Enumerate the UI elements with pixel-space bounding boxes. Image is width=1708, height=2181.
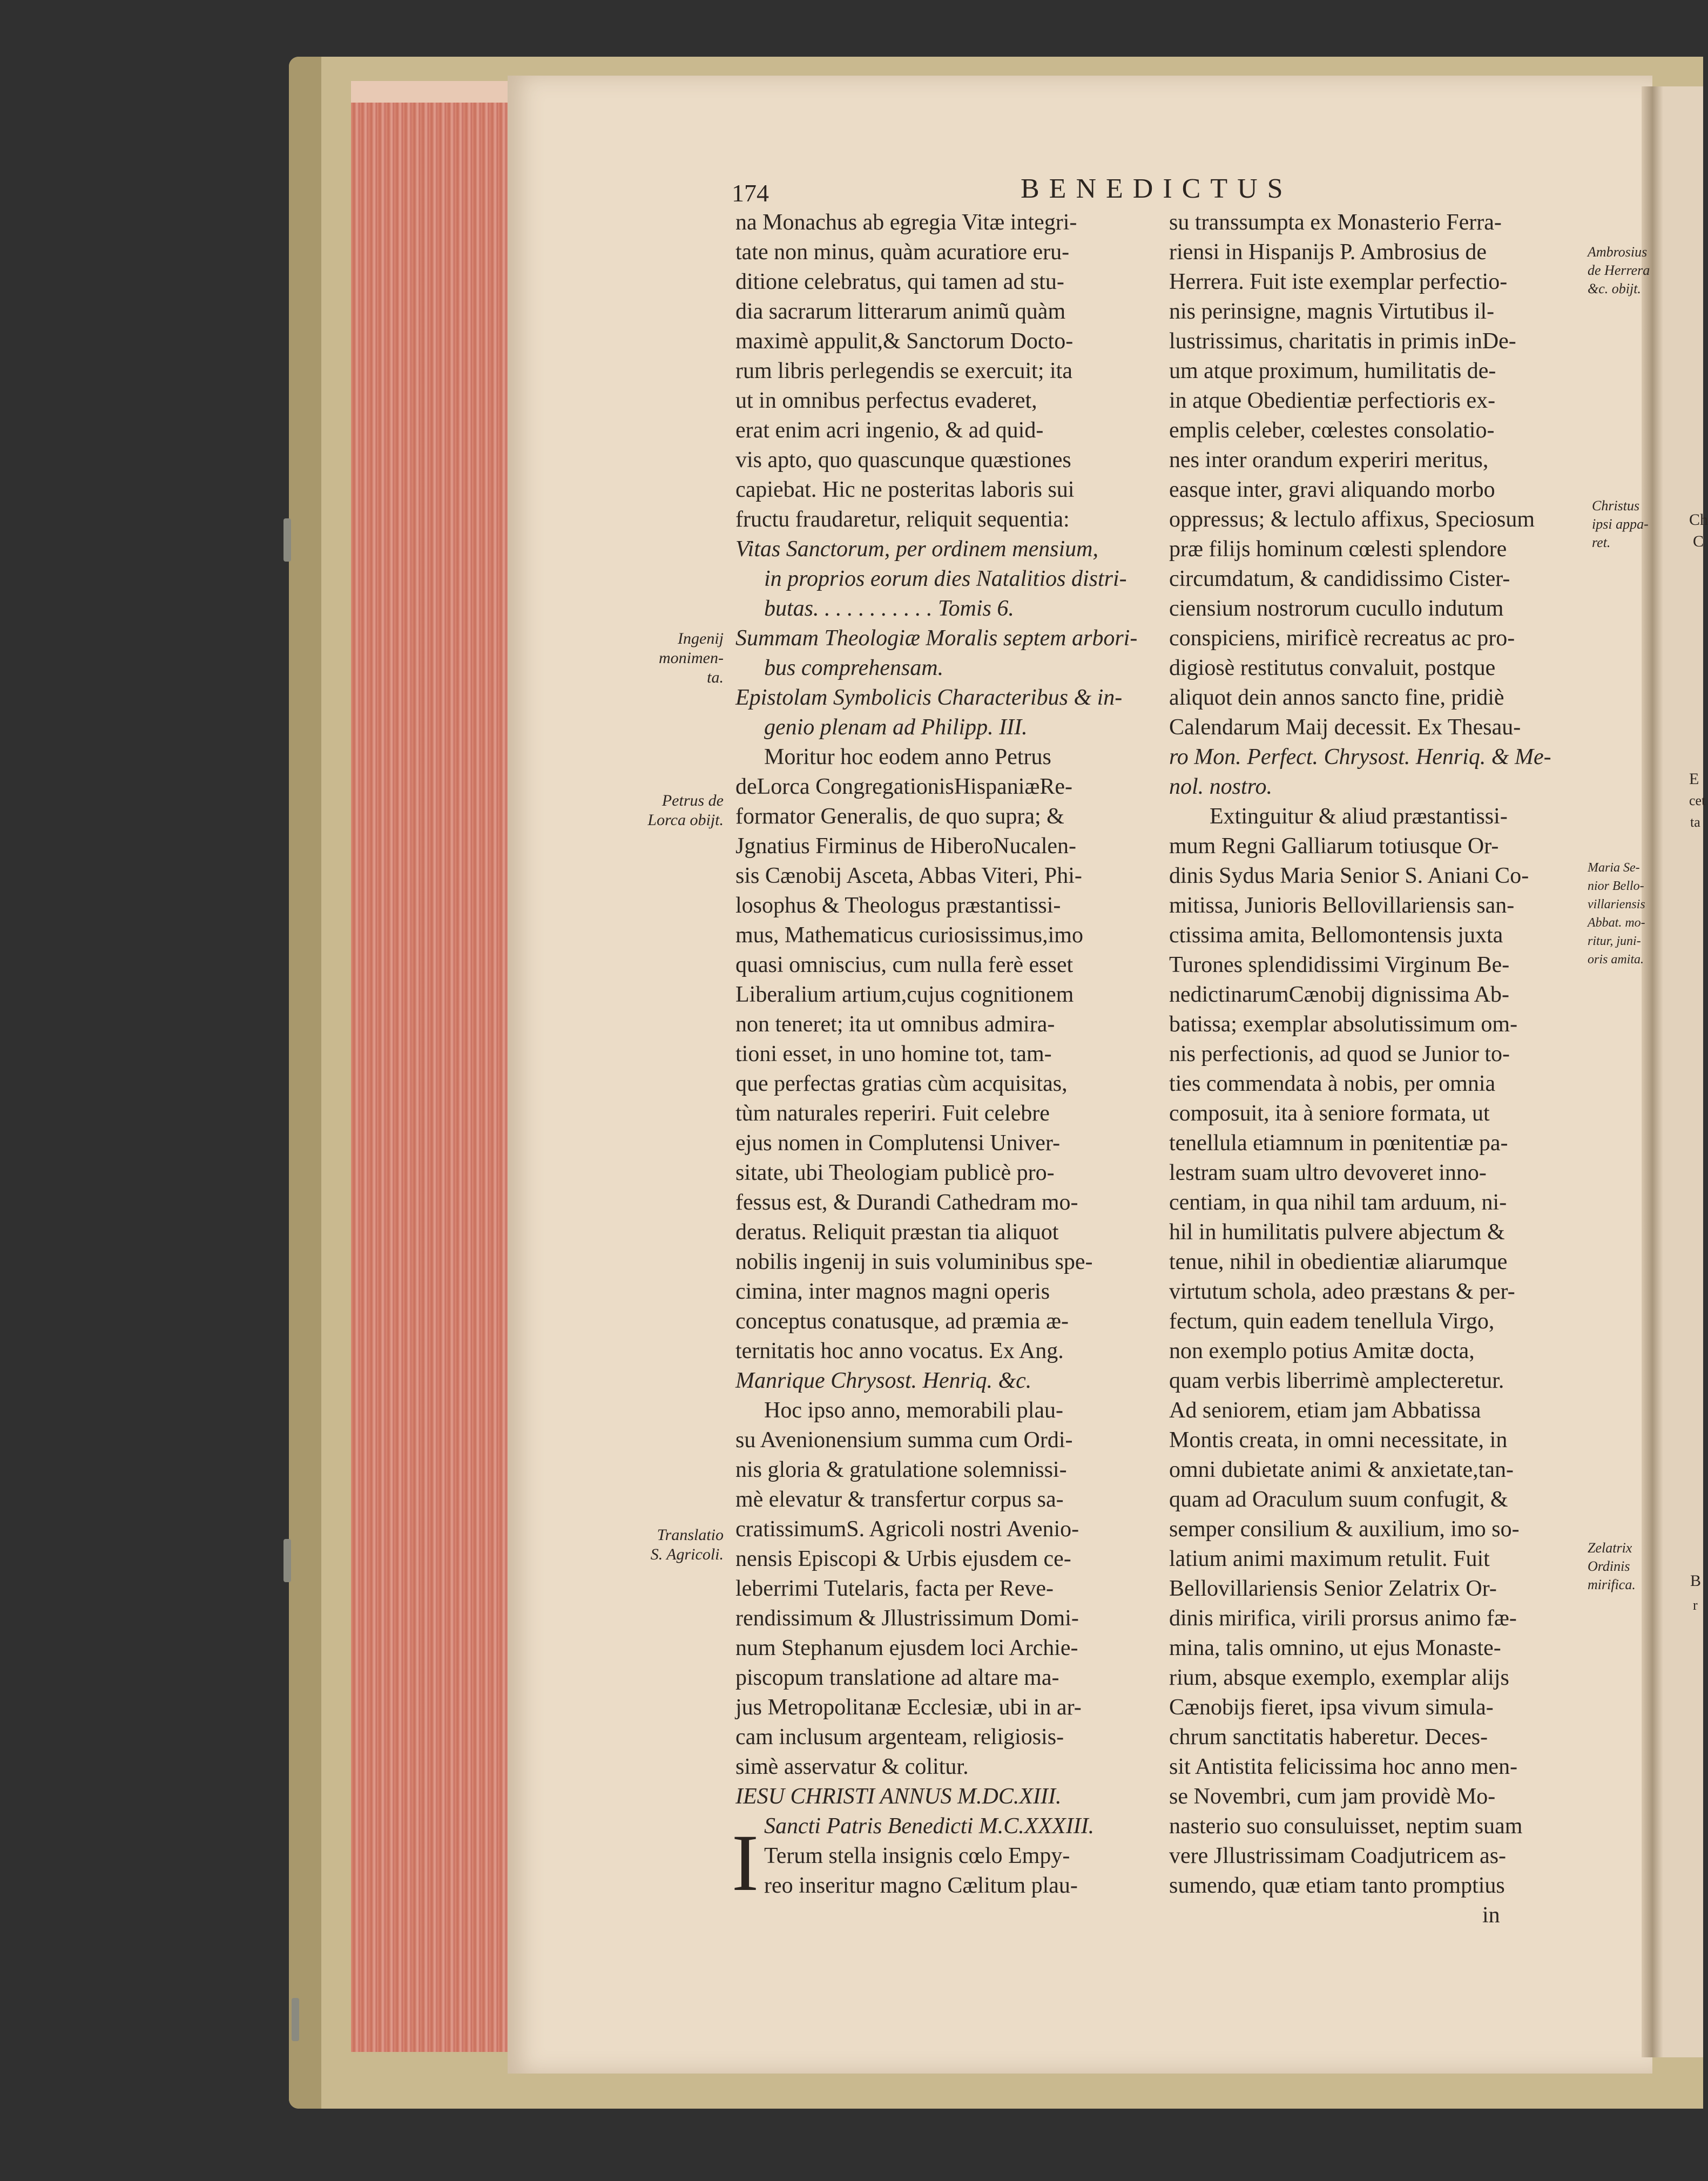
- page-number: 174: [732, 179, 769, 207]
- margin-note-line: monimen-: [659, 649, 724, 667]
- text-line: num Stephanum ejusdem loci Archie-: [735, 1636, 1078, 1660]
- text-line: piscopum translatione ad altare ma-: [735, 1665, 1059, 1690]
- text-line: in atque Obedientiæ perfectioris ex-: [1169, 388, 1496, 413]
- text-line: ctissima amita, Bellomontensis juxta: [1169, 923, 1503, 948]
- text-line: Bellovillariensis Senior Zelatrix Or-: [1169, 1576, 1497, 1601]
- text-line: simè asservatur & colitur.: [735, 1754, 969, 1779]
- text-line: rum libris perlegendis se exercuit; ita: [735, 359, 1072, 383]
- margin-note-line: Abbat. mo-: [1588, 916, 1645, 930]
- facing-page-fragment: E: [1689, 770, 1699, 788]
- text-line: Terum stella insignis cœlo Empy-: [764, 1844, 1070, 1868]
- text-line: nis perfectionis, ad quod se Junior to-: [1169, 1042, 1510, 1066]
- text-line: cimina, inter magnos magni operis: [735, 1279, 1050, 1304]
- text-line: lestram suam ultro devoveret inno-: [1169, 1160, 1487, 1185]
- text-line: Calendarum Maij decessit. Ex Thesau-: [1169, 715, 1521, 740]
- page-edges-top: [351, 81, 508, 103]
- text-line: nes inter orandum experiri meritus,: [1169, 448, 1489, 472]
- margin-note-line: oris amita.: [1588, 953, 1644, 967]
- page-edges: [351, 81, 508, 2052]
- margin-note-line: Ingenij: [678, 630, 724, 647]
- text-line: nis perinsigne, magnis Virtutibus il-: [1169, 299, 1495, 324]
- text-line: sitate, ubi Theologiam publicè pro-: [735, 1160, 1055, 1185]
- text-line: Ad seniorem, etiam jam Abbatissa: [1169, 1398, 1481, 1423]
- text-line: mus, Mathematicus curiosissimus,imo: [735, 923, 1083, 948]
- margin-note: [1588, 859, 1652, 969]
- text-line: erat enim acri ingenio, & ad quid-: [735, 418, 1044, 443]
- clasp: [283, 518, 291, 562]
- text-line: dia sacrarum litterarum animũ quàm: [735, 299, 1066, 324]
- margin-note: [1592, 497, 1657, 552]
- year-heading: Sancti Patris Benedicti M.C.XXXIII.: [764, 1814, 1095, 1839]
- text-line: su transsumpta ex Monasterio Ferra-: [1169, 210, 1502, 235]
- catchword: in: [1482, 1903, 1500, 1928]
- text-line: nol. nostro.: [1169, 774, 1272, 799]
- text-line: Manrique Chrysost. Henriq. &c.: [735, 1368, 1032, 1393]
- text-line: circumdatum, & candidissimo Cister-: [1169, 566, 1510, 591]
- text-line: fessus est, & Durandi Cathedram mo-: [735, 1190, 1078, 1215]
- text-line: nobilis ingenij in suis voluminibus spe-: [735, 1250, 1093, 1274]
- text-line: quam ad Oraculum suum confugit, &: [1169, 1487, 1508, 1512]
- text-line: formator Generalis, de quo supra; &: [735, 804, 1064, 829]
- text-line: dinis Sydus Maria Senior S. Aniani Co-: [1169, 863, 1529, 888]
- margin-note-line: ritur, juni-: [1588, 934, 1641, 948]
- text-line: Summam Theologiæ Moralis septem arbori-: [735, 626, 1138, 651]
- year-heading: IESU CHRISTI ANNUS M.DC.XIII.: [735, 1784, 1062, 1809]
- text-line: nasterio suo consuluisset, neptim suam: [1169, 1814, 1523, 1839]
- clasp: [292, 1998, 299, 2041]
- text-line: ejus nomen in Complutensi Univer-: [735, 1131, 1061, 1156]
- text-line: fectum, quin eadem tenellula Virgo,: [1169, 1309, 1495, 1334]
- text-line: deratus. Reliquit præstan tia aliquot: [735, 1220, 1059, 1245]
- margin-note-line: Petrus de: [661, 792, 724, 809]
- text-line: Vitas Sanctorum, per ordinem mensium,: [735, 537, 1098, 562]
- text-line: rendissimum & Jllustrissimum Domi-: [735, 1606, 1079, 1631]
- text-line: jus Metropolitanæ Ecclesiæ, ubi in ar-: [735, 1695, 1082, 1720]
- text-line: tioni esset, in uno homine tot, tam-: [735, 1042, 1052, 1066]
- text-line: virtutum schola, adeo præstans & per-: [1169, 1279, 1515, 1304]
- margin-note-line: Christus: [1592, 498, 1640, 514]
- text-line: nensis Episcopi & Urbis ejusdem ce-: [735, 1547, 1071, 1571]
- text-line: vis apto, quo quascunque quæstiones: [735, 448, 1071, 472]
- gutter: [1642, 86, 1663, 2057]
- margin-note: [1588, 243, 1652, 298]
- text-line: sumendo, quæ etiam tanto promptius: [1169, 1873, 1505, 1898]
- text-line: Jgnatius Firminus de HiberoNucalen-: [735, 834, 1077, 859]
- text-line: mum Regni Galliarum totiusque Or-: [1169, 834, 1499, 859]
- text-line: sit Antistita felicissima hoc anno men-: [1169, 1754, 1518, 1779]
- text-line: dinis mirifica, virili prorsus animo fæ-: [1169, 1606, 1517, 1631]
- text-line: Montis creata, in omni necessitate, in: [1169, 1428, 1508, 1453]
- text-line: Cænobijs fieret, ipsa vivum simula-: [1169, 1695, 1494, 1720]
- margin-note-line: ipsi appa-: [1592, 516, 1649, 532]
- margin-note-line: villariensis: [1588, 897, 1645, 911]
- text-line: mitissa, Junioris Bellovillariensis san-: [1169, 893, 1515, 918]
- margin-note: [621, 1525, 724, 1564]
- book-cover-edge: [289, 57, 321, 2109]
- margin-note-line: nior Bello-: [1588, 879, 1644, 893]
- text-line: bus comprehensam.: [764, 656, 944, 680]
- text-line: lustrissimus, charitatis in primis inDe-: [1169, 329, 1516, 354]
- text-line: easque inter, gravi aliquando morbo: [1169, 477, 1495, 502]
- clasp: [283, 1539, 291, 1582]
- text-line: fructu fraudaretur, reliquit sequentia:: [735, 507, 1070, 532]
- margin-note-line: S. Agricoli.: [650, 1545, 724, 1563]
- margin-note-line: mirifica.: [1588, 1577, 1636, 1592]
- text-line: maximè appulit,& Sanctorum Docto-: [735, 329, 1074, 354]
- margin-note-line: Maria Se-: [1588, 861, 1640, 875]
- margin-note-line: ret.: [1592, 535, 1611, 550]
- text-line: tenue, nihil in obedientiæ aliarumque: [1169, 1250, 1508, 1274]
- margin-note-line: &c. obijt.: [1588, 281, 1641, 296]
- text-line: Liberalium artium,cujus cognitionem: [735, 982, 1074, 1007]
- text-line: mè elevatur & transfertur corpus sa-: [735, 1487, 1064, 1512]
- margin-note-line: Lorca obijt.: [647, 811, 724, 829]
- text-line: nis gloria & gratulatione solemnissi-: [735, 1457, 1067, 1482]
- text-line: emplis celeber, cœlestes consolatio-: [1169, 418, 1495, 443]
- text-line: cam inclusum argenteam, religiosis-: [735, 1725, 1064, 1750]
- drop-cap: I: [732, 1818, 759, 1908]
- text-line: in proprios eorum dies Natalitios distri-: [764, 566, 1127, 591]
- margin-note-line: Ambrosius: [1588, 244, 1648, 260]
- text-line: latium animi maximum retulit. Fuit: [1169, 1547, 1490, 1571]
- facing-page-fragment: r: [1693, 1597, 1698, 1613]
- text-line: vere Jllustrissimam Coadjutricem as-: [1169, 1844, 1507, 1868]
- text-line: Hoc ipso anno, memorabili plau-: [764, 1398, 1064, 1423]
- text-line: præ filijs hominum cœlesti splendore: [1169, 537, 1507, 562]
- running-title: BENEDICTUS: [1021, 173, 1293, 204]
- text-line: genio plenam ad Philipp. III.: [764, 715, 1028, 740]
- margin-note-line: Translatio: [657, 1526, 724, 1544]
- text-line: tenellula etiamnum in pœnitentiæ pa-: [1169, 1131, 1508, 1156]
- text-line: ut in omnibus perfectus evaderet,: [735, 388, 1037, 413]
- facing-page-fragment: Ch: [1689, 511, 1708, 529]
- text-line: chrum sanctitatis haberetur. Deces-: [1169, 1725, 1488, 1750]
- margin-note-line: Zelatrix: [1588, 1540, 1632, 1556]
- margin-note-line: Ordinis: [1588, 1558, 1630, 1574]
- text-line: mina, talis omnino, ut ejus Monaste-: [1169, 1636, 1501, 1660]
- text-line: Turones splendidissimi Virginum Be-: [1169, 953, 1510, 977]
- text-line: batissa; exemplar absolutissimum om-: [1169, 1012, 1518, 1037]
- facing-page-fragment: C: [1693, 532, 1704, 550]
- text-line: Epistolam Symbolicis Characteribus & in-: [735, 685, 1123, 710]
- margin-note-line: de Herrera: [1588, 262, 1650, 278]
- text-line: quam verbis liberrimè amplecteretur.: [1169, 1368, 1504, 1393]
- text-line: nedictinarumCænobij dignissima Ab-: [1169, 982, 1509, 1007]
- text-line: semper consilium & auxilium, imo so-: [1169, 1517, 1520, 1542]
- text-line: quasi omniscius, cum nulla ferè esset: [735, 953, 1074, 977]
- text-line: tùm naturales reperiri. Fuit celebre: [735, 1101, 1050, 1126]
- text-line: conspiciens, mirificè recreatus ac pro-: [1169, 626, 1515, 651]
- text-line: um atque proximum, humilitatis de-: [1169, 359, 1496, 383]
- text-line: sis Cænobij Asceta, Abbas Viteri, Phi-: [735, 863, 1082, 888]
- text-line: su Avenionensium summa cum Ordi-: [735, 1428, 1073, 1453]
- facing-page-fragment: B: [1690, 1572, 1702, 1590]
- text-line: reo inseritur magno Cælitum plau-: [764, 1873, 1078, 1898]
- text-line: riensi in Hispanijs P. Ambrosius de: [1169, 240, 1487, 265]
- text-line: rium, absque exemplo, exemplar alijs: [1169, 1665, 1509, 1690]
- margin-note: [621, 791, 724, 830]
- text-line: composuit, ita à seniore formata, ut: [1169, 1101, 1490, 1126]
- text-line: ro Mon. Perfect. Chrysost. Henriq. & Me-: [1169, 745, 1551, 769]
- text-line: oppressus; & lectulo affixus, Speciosum: [1169, 507, 1535, 532]
- text-line: ties commendata à nobis, per omnia: [1169, 1071, 1496, 1096]
- margin-note: [621, 629, 724, 687]
- text-line: Extinguitur & aliud præstantissi-: [1210, 804, 1508, 829]
- text-line: tate non minus, quàm acuratiore eru-: [735, 240, 1070, 265]
- text-line: non exemplo potius Amitæ docta,: [1169, 1339, 1475, 1363]
- text-line: na Monachus ab egregia Vitæ integri-: [735, 210, 1077, 235]
- facing-page-fragment: cet: [1689, 793, 1706, 808]
- text-line: omni dubietate animi & anxietate,tan-: [1169, 1457, 1514, 1482]
- text-line: digiosè restitutus convaluit, postque: [1169, 656, 1496, 680]
- text-line: que perfectas gratias cùm acquisitas,: [735, 1071, 1068, 1096]
- facing-page-fragment: ta: [1690, 814, 1700, 830]
- text-line: leberrimi Tutelaris, facta per Reve-: [735, 1576, 1054, 1601]
- text-line: ternitatis hoc anno vocatus. Ex Ang.: [735, 1339, 1064, 1363]
- margin-note-line: ta.: [707, 669, 724, 686]
- text-line: Herrera. Fuit iste exemplar perfectio-: [1169, 269, 1508, 294]
- text-line: conceptus conatusque, ad præmia æ-: [735, 1309, 1069, 1334]
- text-line: non teneret; ita ut omnibus admira-: [735, 1012, 1055, 1037]
- text-line: capiebat. Hic ne posteritas laboris sui: [735, 477, 1075, 502]
- text-line: ciensium nostrorum cucullo indutum: [1169, 596, 1504, 621]
- text-line: Moritur hoc eodem anno Petrus: [764, 745, 1051, 769]
- text-line: deLorca CongregationisHispaniæRe-: [735, 774, 1073, 799]
- margin-note: [1588, 1539, 1652, 1594]
- text-line: ditione celebratus, qui tamen ad stu-: [735, 269, 1064, 294]
- text-line: se Novembri, cum jam providè Mo-: [1169, 1784, 1496, 1809]
- text-line: butas. . . . . . . . . . . Tomis 6.: [764, 596, 1014, 621]
- text-line: aliquot dein annos sancto fine, pridiè: [1169, 685, 1504, 710]
- text-line: losophus & Theologus præstantissi-: [735, 893, 1061, 918]
- text-line: cratissimumS. Agricoli nostri Avenio-: [735, 1517, 1079, 1542]
- text-line: centiam, in qua nihil tam arduum, ni-: [1169, 1190, 1507, 1215]
- text-line: hil in humilitatis pulvere abjectum &: [1169, 1220, 1505, 1245]
